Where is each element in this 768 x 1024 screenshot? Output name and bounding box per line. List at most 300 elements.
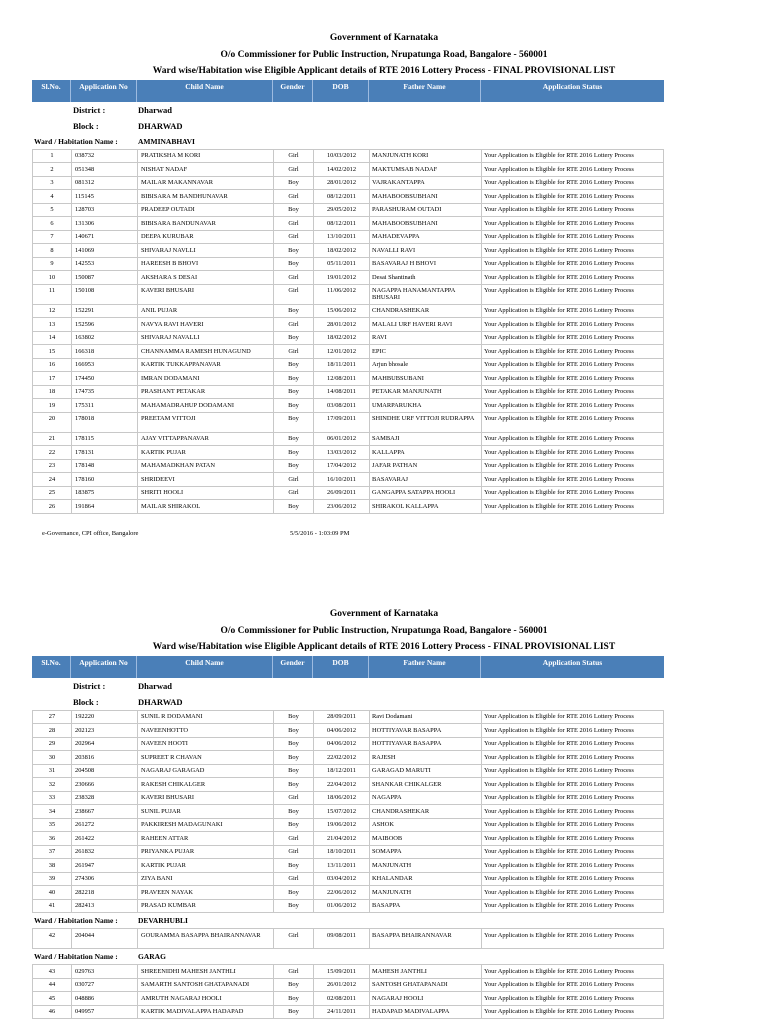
cell-father-name: BASAPPA BHAIRANNAVAR [369,929,481,948]
cell-application-no: 030727 [71,979,137,992]
cell-father-name: NAGAPPA [369,792,481,805]
cell-application-status: Your Application is Eligible for RTE 2016 Lottery Process [481,805,665,818]
cell-application-status: Your Application is Eligible for RTE 2016 Lottery Process [481,386,665,399]
cell-application-no: 230666 [71,778,137,791]
district-label: District : [73,680,106,691]
cell-dob: 12/01/2012 [313,345,369,358]
cell-dob: 19/01/2012 [313,271,369,284]
cell-application-status: Your Application is Eligible for RTE 2016 Lottery Process [481,231,665,244]
cell-application-no: 178131 [71,446,137,459]
cell-child-name: AKSHARA S DESAI [137,271,273,284]
cell-father-name: MALALI URF HAVERI RAVI [369,318,481,331]
cell-father-name: HOTTIYAVAR BASAPPA [369,738,481,751]
cell-application-status: Your Application is Eligible for RTE 2016 Lottery Process [481,258,665,271]
cell-father-name: MAHADEVAPPA [369,231,481,244]
cell-child-name: IMRAN DODAMANI [137,372,273,385]
table-row [32,929,664,949]
cell-child-name: KAVERI BHUSARI [137,285,273,304]
block-label: Block : [73,120,99,131]
table-row [32,900,664,914]
report-title-government: Government of Karnataka [329,33,439,43]
table-row [32,318,664,332]
cell-dob: 03/04/2012 [313,873,369,886]
cell-father-name: PARASHURAM OUTADI [369,204,481,217]
cell-application-no: 115145 [71,190,137,203]
cell-child-name: SHRITI HOOLI [137,487,273,500]
cell-gender: Boy [273,900,313,913]
table-row [32,765,664,779]
column-header-father-name: Father Name [368,656,480,678]
cell-application-no: 163802 [71,332,137,345]
table-row [32,738,664,752]
cell-sl-no: 21 [48,435,56,442]
cell-sl-no: 1 [50,152,54,159]
table-row [32,873,664,887]
cell-gender: Boy [273,992,313,1005]
cell-child-name: RAHEEN ATTAR [137,832,273,845]
cell-child-name: PRASHANT PETAKAR [137,386,273,399]
cell-child-name: SUPREET R CHAVAN [137,751,273,764]
cell-sl-no: 8 [50,246,54,254]
table-row [32,792,664,806]
cell-application-status: Your Application is Eligible for RTE 2016 Lottery Process [481,372,665,385]
cell-gender: Boy [273,724,313,737]
cell-dob: 08/12/2011 [313,190,369,203]
cell-sl-no: 22 [48,448,56,456]
ward-label: Ward / Habitation Name : [34,952,118,961]
table-row [32,979,664,993]
cell-sl-no: 32 [48,780,56,788]
cell-dob: 18/10/2011 [313,846,369,859]
cell-sl-no: 40 [48,888,56,896]
cell-child-name: DEEPA KURUBAR [137,231,273,244]
table-row [32,231,664,245]
cell-father-name: HADAPAD MADIVALAPPA [369,1006,481,1019]
cell-dob: 15/07/2012 [313,805,369,818]
cell-application-status: Your Application is Eligible for RTE 2016 Lottery Process [481,271,665,284]
ward-value: AMMINABHAVI [138,136,195,146]
cell-child-name: KARTIK PUJAR [137,446,273,459]
table-row [32,305,664,319]
cell-father-name: Ravi Dodamani [369,711,481,724]
cell-application-status: Your Application is Eligible for RTE 2016 Lottery Process [481,886,665,899]
cell-gender: Boy [273,738,313,751]
cell-gender: Boy [273,819,313,832]
table-row [32,332,664,346]
cell-application-status: Your Application is Eligible for RTE 2016 Lottery Process [481,318,665,331]
district-value: Dharwad [138,680,173,691]
cell-child-name: SHIVARAJ NAVLLI [137,244,273,257]
cell-gender: Boy [273,805,313,818]
table-header [32,656,664,678]
cell-child-name: SHIVARAJ NAVALLI [137,332,273,345]
column-header-father-name: Father Name [368,80,480,102]
table-row [32,859,664,873]
cell-application-no: 261422 [71,832,137,845]
cell-child-name: AJAY VITTAPPANAVAR [137,433,273,446]
report-title-list: Ward wise/Habitation wise Eligible Applicant details of RTE 2016 Lottery Process - FINAL PROVISIONAL LIST [152,642,616,652]
cell-child-name: KARTIK TUKKAPPANAVAR [137,359,273,372]
cell-dob: 16/10/2011 [313,473,369,486]
cell-application-no: 183875 [71,487,137,500]
table-body [32,149,664,514]
district-line [32,102,664,118]
report-title-office: O/o Commissioner for Public Instruction, Nrupatunga Road, Bangalore - 560001 [220,625,548,636]
table-row [32,190,664,204]
table-row [32,711,664,725]
table-row [32,359,664,373]
cell-application-no: 274306 [71,873,137,886]
cell-gender: Boy [273,204,313,217]
cell-gender: Boy [273,751,313,764]
cell-dob: 17/04/2012 [313,460,369,473]
cell-sl-no: 31 [48,767,56,774]
cell-dob: 15/09/2011 [313,965,369,978]
cell-father-name: MANJUNATH [369,886,481,899]
block-value: DHARWAD [138,696,183,707]
cell-dob: 10/03/2012 [313,150,369,163]
cell-sl-no: 18 [48,388,56,395]
table-body [32,928,664,949]
cell-application-no: 204044 [71,929,137,948]
cell-father-name: EPIC [369,345,481,358]
table-row [32,413,664,433]
cell-child-name: SUNIL PUJAR [137,805,273,818]
cell-gender: Boy [273,886,313,899]
cell-sl-no: 43 [48,967,56,975]
cell-gender: Boy [273,778,313,791]
cell-application-no: 051348 [71,163,137,176]
cell-dob: 14/02/2012 [313,163,369,176]
cell-dob: 13/03/2012 [313,446,369,459]
cell-application-no: 238328 [71,792,137,805]
cell-child-name: MAHAMADRAHUP DODAMANI [137,399,273,412]
cell-gender: Boy [273,359,313,372]
cell-gender: Girl [273,873,313,886]
cell-application-status: Your Application is Eligible for RTE 2016 Lottery Process [481,305,665,318]
cell-sl-no: 10 [48,273,56,281]
column-header-dob: DOB [312,80,368,102]
block-label: Block : [73,696,99,707]
ward-line [32,949,664,964]
cell-application-status: Your Application is Eligible for RTE 2016 Lottery Process [481,399,665,412]
footer-timestamp: 5/5/2016 - 1:03:09 PM [290,530,350,537]
cell-father-name: CHANDRASHEKAR [369,305,481,318]
cell-father-name: HOTTIYAVAR BASAPPA [369,724,481,737]
cell-application-status: Your Application is Eligible for RTE 2016 Lottery Process [481,460,665,473]
cell-sl-no: 3 [50,179,54,186]
cell-sl-no: 33 [48,794,56,801]
cell-child-name: CHANNAMMA RAMESH HUNAGUND [137,345,273,358]
cell-father-name: MAKTUMSAB NADAF [369,163,481,176]
district-label: District : [73,104,106,115]
cell-application-status: Your Application is Eligible for RTE 2016 Lottery Process [481,446,665,459]
cell-father-name: SAMBAJI [369,433,481,446]
cell-gender: Boy [273,859,313,872]
cell-application-status: Your Application is Eligible for RTE 2016 Lottery Process [481,873,665,886]
cell-application-status: Your Application is Eligible for RTE 2016 Lottery Process [481,711,665,724]
cell-application-no: 029763 [71,965,137,978]
cell-gender: Boy [273,244,313,257]
cell-application-status: Your Application is Eligible for RTE 2016 Lottery Process [481,792,665,805]
cell-sl-no: 11 [48,287,56,294]
cell-child-name: MAILAR MAKANNAVAR [137,177,273,190]
cell-application-status: Your Application is Eligible for RTE 2016 Lottery Process [481,738,665,751]
page-footer [42,530,442,540]
cell-dob: 18/12/2011 [313,765,369,778]
cell-dob: 28/01/2012 [313,177,369,190]
report-page-2 [0,606,768,1019]
footer-office: e-Governance, CPI office, Bangalore [42,530,139,537]
table-row [32,992,664,1006]
cell-application-status: Your Application is Eligible for RTE 2016 Lottery Process [481,1006,665,1019]
cell-sl-no: 25 [48,489,56,496]
district-line [32,678,664,694]
cell-dob: 02/08/2011 [313,992,369,1005]
cell-dob: 06/01/2012 [313,433,369,446]
cell-child-name: SAMARTH SANTOSH GHATAPANADI [137,979,273,992]
cell-child-name: NAVEENHOTTO [137,724,273,737]
table-row [32,271,664,285]
cell-gender: Boy [273,433,313,446]
table-row [32,204,664,218]
cell-application-status: Your Application is Eligible for RTE 2016 Lottery Process [481,473,665,486]
cell-dob: 01/06/2012 [313,900,369,913]
cell-child-name: KAVERI BHUSARI [137,792,273,805]
cell-father-name: Arjun bhosale [369,359,481,372]
cell-application-no: 282413 [71,900,137,913]
cell-child-name: ZIYA BANI [137,873,273,886]
cell-child-name: NAVYA RAVI HAVERI [137,318,273,331]
column-header-sl: Sl.No. [41,81,61,91]
cell-child-name: PRIYANKA PUJAR [137,846,273,859]
cell-father-name: BASAVARAJ [369,473,481,486]
cell-father-name: BASAVARAJ H BHOVI [369,258,481,271]
cell-father-name: RAJESH [369,751,481,764]
cell-application-no: 178160 [71,473,137,486]
cell-gender: Boy [273,258,313,271]
cell-application-status: Your Application is Eligible for RTE 2016 Lottery Process [481,832,665,845]
table-row [32,965,664,979]
cell-sl-no: 46 [48,1008,56,1015]
cell-application-no: 238667 [71,805,137,818]
block-line [32,694,664,710]
cell-father-name: MAIBOOB [369,832,481,845]
cell-application-no: 191864 [71,500,137,513]
cell-application-no: 150108 [71,285,137,304]
ward-line [32,134,664,149]
cell-child-name: MAHAMADKHAN PATAN [137,460,273,473]
table-row [32,433,664,447]
cell-application-no: 203816 [71,751,137,764]
cell-child-name: NAVEEN HOOTI [137,738,273,751]
cell-sl-no: 19 [48,401,56,409]
table-row [32,805,664,819]
cell-application-status: Your Application is Eligible for RTE 2016 Lottery Process [481,819,665,832]
ward-label: Ward / Habitation Name : [34,136,118,146]
cell-father-name: BASAPPA [369,900,481,913]
cell-application-no: 178148 [71,460,137,473]
cell-sl-no: 44 [48,981,56,988]
cell-father-name: GANGAPPA SATAPPA HOOLI [369,487,481,500]
column-header-application-no: Application No [70,80,136,102]
cell-application-status: Your Application is Eligible for RTE 2016 Lottery Process [481,190,665,203]
cell-application-no: 166318 [71,345,137,358]
cell-sl-no: 35 [48,821,56,828]
cell-gender: Boy [273,500,313,513]
column-header-application-no: Application No [70,656,136,678]
table-row [32,487,664,501]
cell-dob: 18/11/2011 [313,359,369,372]
cell-dob: 09/08/2011 [313,929,369,948]
cell-dob: 04/06/2012 [313,724,369,737]
cell-father-name: NAGAPPA HANAMANTAPPA BHUSARI [369,285,481,304]
cell-father-name: MAHESH JANTHLI [369,965,481,978]
cell-child-name: SUNIL R DODAMANI [137,711,273,724]
cell-gender: Boy [273,372,313,385]
cell-father-name: ASHOK [369,819,481,832]
block-value: DHARWAD [138,120,183,131]
cell-sl-no: 16 [48,361,56,368]
cell-application-status: Your Application is Eligible for RTE 2016 Lottery Process [481,765,665,778]
column-header-sl: Sl.No. [41,657,61,667]
cell-application-no: 178115 [71,433,137,446]
cell-application-status: Your Application is Eligible for RTE 2016 Lottery Process [481,345,665,358]
cell-gender: Girl [273,190,313,203]
cell-application-status: Your Application is Eligible for RTE 2016 Lottery Process [481,413,665,432]
cell-dob: 12/08/2011 [313,372,369,385]
report-title-list: Ward wise/Habitation wise Eligible Applicant details of RTE 2016 Lottery Process - FINAL PROVISIONAL LIST [152,66,616,76]
cell-gender: Girl [273,487,313,500]
cell-dob: 04/06/2012 [313,738,369,751]
cell-child-name: HAREESH B BHOVI [137,258,273,271]
cell-gender: Boy [273,711,313,724]
cell-child-name: PREETAM VITTOJI [137,413,273,432]
cell-gender: Girl [273,217,313,230]
cell-dob: 14/08/2011 [313,386,369,399]
cell-sl-no: 28 [48,726,56,734]
cell-sl-no: 6 [50,219,54,227]
cell-father-name: UMARPARUKHA [369,399,481,412]
table-row [32,832,664,846]
cell-gender: Girl [273,846,313,859]
cell-father-name: MANJUNATH [369,859,481,872]
cell-application-no: 174450 [71,372,137,385]
cell-application-no: 152596 [71,318,137,331]
cell-child-name: SHRIDEEVI [137,473,273,486]
table-row [32,386,664,400]
cell-dob: 13/11/2011 [313,859,369,872]
cell-application-no: 282218 [71,886,137,899]
table-row [32,150,664,164]
cell-application-status: Your Application is Eligible for RTE 2016 Lottery Process [481,751,665,764]
cell-application-status: Your Application is Eligible for RTE 2016 Lottery Process [481,778,665,791]
cell-gender: Girl [273,318,313,331]
cell-application-status: Your Application is Eligible for RTE 2016 Lottery Process [481,359,665,372]
cell-sl-no: 4 [50,192,54,200]
cell-gender: Boy [273,765,313,778]
cell-sl-no: 34 [48,807,56,815]
cell-gender: Boy [273,332,313,345]
table-row [32,163,664,177]
block-line [32,118,664,134]
cell-gender: Boy [273,1006,313,1019]
cell-father-name: MAHABOOBSUBHANI [369,190,481,203]
cell-child-name: GOURAMMA BASAPPA BHAIRANNAVAR [137,929,273,948]
cell-application-status: Your Application is Eligible for RTE 2016 Lottery Process [481,859,665,872]
cell-father-name: Desai Shantinath [369,271,481,284]
cell-father-name: MAHABOOBSUBHANI [369,217,481,230]
table-row [32,846,664,860]
table-row [32,244,664,258]
cell-sl-no: 26 [48,502,56,510]
cell-application-no: 131306 [71,217,137,230]
cell-application-no: 178018 [71,413,137,432]
cell-child-name: PRADEEP OUTADI [137,204,273,217]
table-body [32,710,664,914]
cell-child-name: MAILAR SHIRAKOL [137,500,273,513]
cell-application-no: 261947 [71,859,137,872]
table-row [32,345,664,359]
cell-dob: 22/04/2012 [313,778,369,791]
cell-gender: Girl [273,832,313,845]
cell-child-name: SHREENIDHI MAHESH JANTHLI [137,965,273,978]
column-header-status: Application Status [480,656,664,678]
table-header [32,80,664,102]
cell-application-status: Your Application is Eligible for RTE 2016 Lottery Process [481,204,665,217]
cell-application-no: 081312 [71,177,137,190]
table-row [32,819,664,833]
cell-dob: 26/09/2011 [313,487,369,500]
cell-dob: 21/04/2012 [313,832,369,845]
cell-sl-no: 29 [48,740,56,747]
cell-gender: Girl [273,965,313,978]
cell-application-status: Your Application is Eligible for RTE 2016 Lottery Process [481,217,665,230]
cell-gender: Girl [273,792,313,805]
cell-sl-no: 9 [50,260,54,267]
column-header-dob: DOB [312,656,368,678]
table-row [32,1006,664,1020]
cell-child-name: KARTIK MADIVALAPPA HADAPAD [137,1006,273,1019]
cell-gender: Boy [273,413,313,432]
cell-application-no: 202964 [71,738,137,751]
cell-application-status: Your Application is Eligible for RTE 2016 Lottery Process [481,500,665,513]
cell-sl-no: 23 [48,462,56,469]
cell-father-name: KALLAPPA [369,446,481,459]
cell-sl-no: 15 [48,347,56,355]
cell-sl-no: 2 [50,165,54,173]
cell-father-name: NAVALLI RAVI [369,244,481,257]
cell-application-status: Your Application is Eligible for RTE 2016 Lottery Process [481,332,665,345]
cell-father-name: SANTOSH GHATAPANADI [369,979,481,992]
cell-dob: 17/09/2011 [313,413,369,432]
cell-sl-no: 30 [48,753,56,761]
table-row [32,177,664,191]
cell-dob: 19/06/2012 [313,819,369,832]
cell-father-name: SHIRAKOL KALLAPPA [369,500,481,513]
cell-child-name: BIBISARA M BANDHUNAVAR [137,190,273,203]
cell-child-name: KARTIK PUJAR [137,859,273,872]
table-row [32,446,664,460]
cell-sl-no: 36 [48,834,56,842]
cell-application-status: Your Application is Eligible for RTE 2016 Lottery Process [481,433,665,446]
cell-application-no: 038732 [71,150,137,163]
cell-gender: Girl [273,271,313,284]
cell-application-no: 261272 [71,819,137,832]
report-page-1 [0,30,768,537]
cell-sl-no: 37 [48,848,56,855]
cell-sl-no: 39 [48,875,56,882]
